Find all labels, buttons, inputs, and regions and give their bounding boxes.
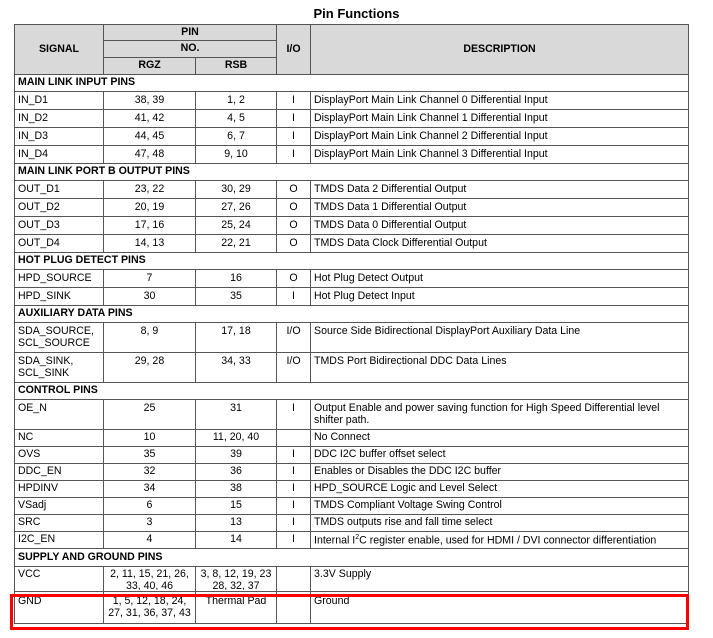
rgz-cell: 41, 42 [104, 110, 196, 128]
rgz-cell: 29, 28 [104, 353, 196, 383]
section-title: AUXILIARY DATA PINS [15, 306, 689, 323]
header-rgz: RGZ [104, 58, 196, 75]
header-description: DESCRIPTION [311, 25, 689, 75]
io-cell: I/O [277, 353, 311, 383]
signal-cell: OUT_D4 [15, 235, 104, 253]
rgz-cell: 23, 22 [104, 181, 196, 199]
table-row [15, 92, 689, 110]
rgz-cell: 47, 48 [104, 146, 196, 164]
description-cell: DisplayPort Main Link Channel 3 Differential Input [311, 146, 689, 164]
section-title: SUPPLY AND GROUND PINS [15, 549, 689, 567]
description-cell: Enables or Disables the DDC I2C buffer [311, 464, 689, 481]
rsb-line: 3, 8, 12, 19, 23 [200, 569, 272, 580]
rsb-cell: 14 [196, 532, 277, 549]
io-cell: I [277, 532, 311, 549]
description-cell: TMDS Data 2 Differential Output [311, 181, 689, 199]
signal-cell [15, 323, 104, 353]
signal-line: SDA_SINK, [18, 354, 74, 367]
rsb-cell: 4, 5 [196, 110, 277, 128]
table-title: Pin Functions [313, 6, 400, 21]
rgz-cell: 32 [104, 464, 196, 481]
rsb-cell: 17, 18 [196, 323, 277, 353]
description-text: C register enable, used for HDMI / DVI connector differentiation [359, 534, 657, 547]
table-row [15, 400, 689, 430]
description-cell: TMDS Compliant Voltage Swing Control [311, 498, 689, 515]
rsb-cell: 38 [196, 481, 277, 498]
io-cell: I [277, 288, 311, 306]
rsb-cell: 9, 10 [196, 146, 277, 164]
rgz-line: 33, 40, 46 [125, 579, 174, 590]
table-row [15, 447, 689, 464]
table-row [15, 567, 689, 592]
rsb-cell: 39 [196, 447, 277, 464]
signal-cell: IN_D1 [15, 92, 104, 110]
rgz-cell: 30 [104, 288, 196, 306]
rgz-line: 1, 5, 12, 18, 24, [112, 595, 187, 607]
io-cell [277, 592, 311, 624]
rsb-cell: 34, 33 [196, 353, 277, 383]
signal-cell: IN_D3 [15, 128, 104, 146]
signal-cell: HPD_SINK [15, 288, 104, 306]
rgz-cell [104, 567, 196, 592]
description-cell: No Connect [311, 430, 689, 447]
signal-cell: GND [15, 592, 104, 624]
io-cell: I [277, 498, 311, 515]
io-cell [277, 430, 311, 447]
rgz-line: 2, 11, 15, 21, 26, [110, 569, 189, 580]
table-row [15, 146, 689, 164]
signal-cell: VCC [15, 567, 104, 592]
header-io: I/O [277, 25, 311, 75]
signal-line: SCL_SINK [18, 366, 70, 379]
rsb-cell: 15 [196, 498, 277, 515]
signal-cell: HPD_SOURCE [15, 270, 104, 288]
description-cell [311, 400, 689, 430]
table-row [15, 481, 689, 498]
description-cell: Hot Plug Detect Input [311, 288, 689, 306]
io-cell: O [277, 235, 311, 253]
table-row [15, 592, 689, 624]
header-pin: PIN [104, 25, 277, 41]
description-cell: HPD_SOURCE Logic and Level Select [311, 481, 689, 498]
description-cell: TMDS Data Clock Differential Output [311, 235, 689, 253]
rsb-cell: 30, 29 [196, 181, 277, 199]
description-line: Output Enable and power saving function for High Speed Differential level [314, 401, 660, 414]
rsb-cell: 27, 26 [196, 199, 277, 217]
table-row [15, 199, 689, 217]
rsb-cell: 36 [196, 464, 277, 481]
table-row [15, 110, 689, 128]
pin-functions-table [14, 24, 689, 624]
signal-cell [15, 353, 104, 383]
description-cell [311, 532, 689, 549]
signal-cell: HPDINV [15, 481, 104, 498]
header-signal: SIGNAL [15, 25, 104, 75]
signal-cell: I2C_EN [15, 532, 104, 549]
description-cell: TMDS Data 0 Differential Output [311, 217, 689, 235]
description-text: Internal I [314, 534, 356, 547]
table-row [15, 515, 689, 532]
rsb-cell: 11, 20, 40 [196, 430, 277, 447]
table-row [15, 128, 689, 146]
signal-cell: NC [15, 430, 104, 447]
description-line: shifter path. [314, 413, 370, 426]
rgz-cell: 20, 19 [104, 199, 196, 217]
rgz-cell: 44, 45 [104, 128, 196, 146]
rsb-cell: Thermal Pad [196, 592, 277, 624]
rsb-cell: 25, 24 [196, 217, 277, 235]
superscript: 2 [355, 534, 360, 542]
table-row [15, 235, 689, 253]
rgz-cell: 4 [104, 532, 196, 549]
io-cell: I [277, 400, 311, 430]
table-row [15, 464, 689, 481]
header-rsb: RSB [196, 58, 277, 75]
description-cell: TMDS outputs rise and fall time select [311, 515, 689, 532]
io-cell: I [277, 128, 311, 146]
rgz-cell: 17, 16 [104, 217, 196, 235]
rsb-cell: 16 [196, 270, 277, 288]
rgz-cell: 35 [104, 447, 196, 464]
description-cell: TMDS Port Bidirectional DDC Data Lines [311, 353, 689, 383]
rgz-cell: 7 [104, 270, 196, 288]
signal-cell: VSadj [15, 498, 104, 515]
description-cell: DisplayPort Main Link Channel 2 Differential Input [311, 128, 689, 146]
description-cell: TMDS Data 1 Differential Output [311, 199, 689, 217]
io-cell: O [277, 199, 311, 217]
io-cell: I/O [277, 323, 311, 353]
rgz-line: 27, 31, 36, 37, 43 [108, 606, 191, 619]
io-cell: I [277, 464, 311, 481]
rgz-cell [104, 592, 196, 624]
rsb-line: 28, 32, 37 [212, 579, 260, 590]
rgz-cell: 6 [104, 498, 196, 515]
table-row [15, 532, 689, 549]
signal-line: SDA_SOURCE, [18, 324, 94, 337]
io-cell: I [277, 447, 311, 464]
io-cell: I [277, 481, 311, 498]
io-cell: I [277, 515, 311, 532]
description-cell: DDC I2C buffer offset select [311, 447, 689, 464]
table-row [15, 498, 689, 515]
rgz-cell: 38, 39 [104, 92, 196, 110]
rgz-cell: 14, 13 [104, 235, 196, 253]
io-cell: I [277, 110, 311, 128]
io-cell: I [277, 92, 311, 110]
table-row [15, 353, 689, 383]
description-cell: 3.3V Supply [311, 567, 689, 592]
signal-cell: OUT_D2 [15, 199, 104, 217]
section-title: MAIN LINK PORT B OUTPUT PINS [15, 164, 689, 181]
section-title: HOT PLUG DETECT PINS [15, 253, 689, 270]
table-row [15, 430, 689, 447]
signal-cell: IN_D4 [15, 146, 104, 164]
io-cell: O [277, 181, 311, 199]
signal-cell: OVS [15, 447, 104, 464]
description-cell: Ground [311, 592, 689, 624]
table-row [15, 217, 689, 235]
rsb-cell: 1, 2 [196, 92, 277, 110]
signal-cell: OE_N [15, 400, 104, 430]
signal-cell: OUT_D1 [15, 181, 104, 199]
rsb-cell: 31 [196, 400, 277, 430]
description-cell: Source Side Bidirectional DisplayPort Auxiliary Data Line [311, 323, 689, 353]
rsb-cell: 6, 7 [196, 128, 277, 146]
signal-line: SCL_SOURCE [18, 336, 90, 349]
io-cell: I [277, 146, 311, 164]
description-cell: DisplayPort Main Link Channel 0 Differential Input [311, 92, 689, 110]
rgz-cell: 25 [104, 400, 196, 430]
rsb-cell: 35 [196, 288, 277, 306]
description-cell: DisplayPort Main Link Channel 1 Differential Input [311, 110, 689, 128]
signal-cell: IN_D2 [15, 110, 104, 128]
signal-cell: DDC_EN [15, 464, 104, 481]
table-row [15, 323, 689, 353]
rsb-cell: 13 [196, 515, 277, 532]
description-cell: Hot Plug Detect Output [311, 270, 689, 288]
table-row [15, 270, 689, 288]
rgz-cell: 8, 9 [104, 323, 196, 353]
io-cell [277, 567, 311, 592]
rgz-cell: 10 [104, 430, 196, 447]
io-cell: O [277, 217, 311, 235]
rgz-cell: 34 [104, 481, 196, 498]
header-no: NO. [104, 41, 277, 58]
section-title: MAIN LINK INPUT PINS [15, 75, 689, 92]
signal-cell: SRC [15, 515, 104, 532]
signal-cell: OUT_D3 [15, 217, 104, 235]
io-cell: O [277, 270, 311, 288]
rsb-cell: 22, 21 [196, 235, 277, 253]
rsb-cell [196, 567, 277, 592]
table-row [15, 288, 689, 306]
rgz-cell: 3 [104, 515, 196, 532]
table-row [15, 181, 689, 199]
section-title: CONTROL PINS [15, 383, 689, 400]
